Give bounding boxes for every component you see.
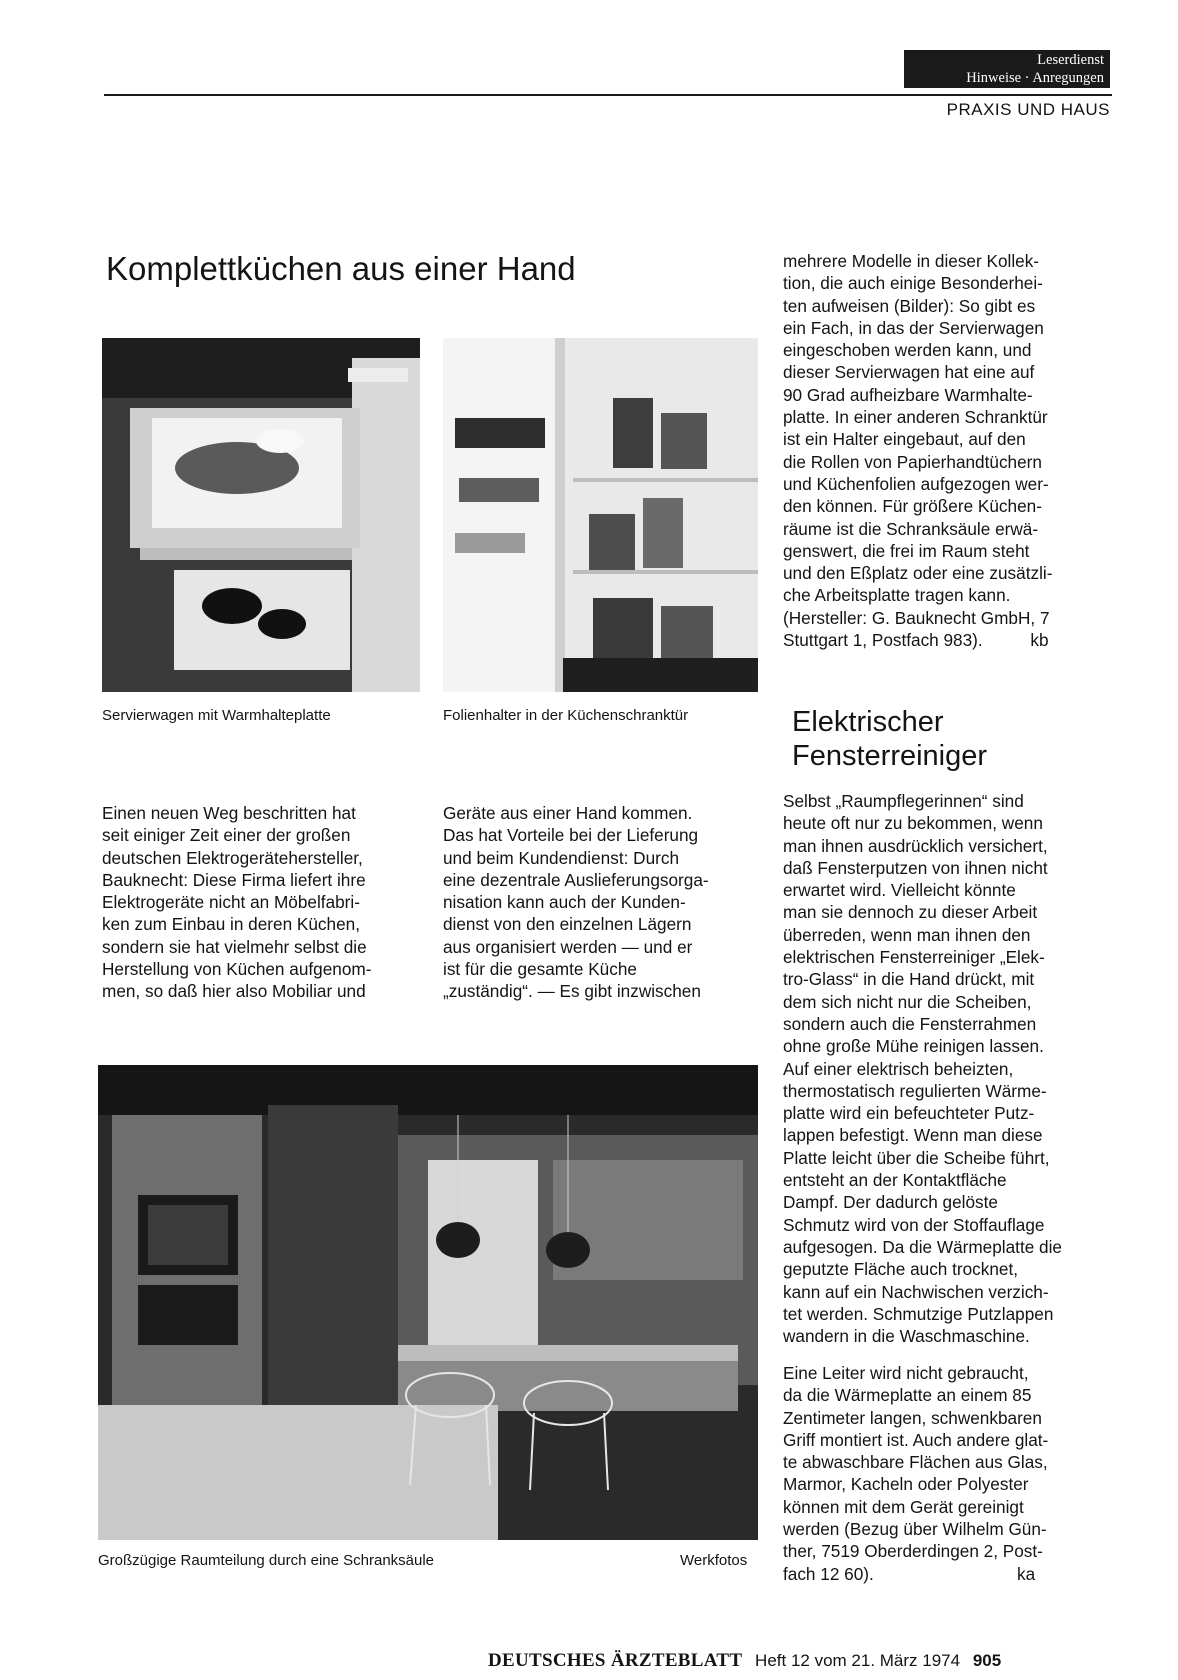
text-line: können mit dem Gerät gereinigt (783, 1496, 1024, 1517)
article1-column1 (102, 802, 418, 1003)
text-line: nisation kann auch der Kunden- (443, 892, 686, 913)
text-line: daß Fensterputzen von ihnen nicht (783, 857, 1048, 878)
text-line: fach 12 60). ka (783, 1563, 1036, 1584)
badge-line-1: Leserdienst (1037, 52, 1104, 68)
text-line: Einen neuen Weg beschritten hat (102, 803, 356, 823)
text-line: Schmutz wird von der Stoffauflage (783, 1214, 1045, 1235)
text-line: genswert, die frei im Raum steht (783, 540, 1030, 561)
text-line: heute oft nur zu bekommen, wenn (783, 813, 1043, 834)
text-line: ten aufweisen (Bilder): So gibt es (783, 295, 1036, 316)
text-line: eingeschoben werden kann, und (783, 340, 1032, 361)
page-footer (488, 1650, 1001, 1672)
text-line: werden (Bezug über Wilhelm Gün- (783, 1519, 1047, 1540)
photo-foil-holder (443, 338, 758, 692)
text-line: Geräte aus einer Hand kommen. (443, 803, 693, 823)
text-line: „zuständig“. — Es gibt inzwischen (443, 981, 701, 1002)
section-title: PRAXIS UND HAUS (946, 100, 1110, 119)
text-line: tion, die auch einige Besonderhei- (783, 273, 1043, 294)
text-line: geputzte Fläche auch trocknet, (783, 1259, 1019, 1280)
text-line: te abwaschbare Flächen aus Glas, (783, 1452, 1048, 1473)
text-line: elektrischen Fensterreiniger „Elek- (783, 947, 1045, 968)
text-line: tro-Glass“ in die Hand drückt, mit (783, 969, 1035, 990)
photo2-caption: Folienhalter in der Küchenschranktür (443, 707, 689, 724)
text-line: und Küchenfolien aufgezogen wer- (783, 473, 1049, 494)
text-line: dienst von den einzelnen Lägern (443, 914, 692, 935)
text-line: thermostatisch regulierten Wärme- (783, 1080, 1047, 1101)
text-line: mehrere Modelle in dieser Kollek- (783, 251, 1040, 271)
text-line: Elektrogeräte nicht an Möbelfabri- (102, 892, 360, 913)
photo3-credit: Werkfotos (680, 1552, 748, 1569)
text-line: tet werden. Schmutzige Putzlappen (783, 1303, 1054, 1324)
text-line: Platte leicht über die Scheibe führt, (783, 1147, 1050, 1168)
text-line: man sie dennoch zu dieser Arbeit (783, 902, 1038, 923)
leserdienst-badge (904, 50, 1110, 88)
text-line: Herstellung von Küchen aufgenom- (102, 959, 372, 980)
text-line: Bauknecht: Diese Firma liefert ihre (102, 869, 366, 890)
text-line: aus organisiert werden — und er (443, 936, 693, 957)
article2-paragraph2 (783, 1362, 1103, 1585)
photo-kitchen-column (98, 1065, 758, 1540)
text-line: ein Fach, in das der Servierwagen (783, 317, 1044, 338)
article2-title-line2: Fensterreiniger (792, 740, 988, 772)
text-line: Stuttgart 1, Postfach 983). kb (783, 630, 1049, 651)
text-line: erwartet wird. Vielleicht könnte (783, 880, 1016, 901)
text-line: entsteht an der Kontaktfläche (783, 1170, 1007, 1191)
text-line: kann auf ein Nachwischen verzich- (783, 1281, 1049, 1302)
text-line: sondern auch die Fensterrahmen (783, 1013, 1037, 1034)
text-line: sondern sie hat vielmehr selbst die (102, 936, 367, 957)
article2-title-line1: Elektrischer (792, 706, 944, 738)
text-line: Marmor, Kacheln oder Polyester (783, 1474, 1029, 1495)
text-line: men, so daß hier also Mobiliar und (102, 981, 366, 1002)
text-line: seit einiger Zeit einer der großen (102, 825, 351, 846)
text-line: deutschen Elektrogerätehersteller, (102, 847, 363, 868)
text-line: platte. In einer anderen Schranktür (783, 407, 1048, 428)
text-line: Eine Leiter wird nicht gebraucht, (783, 1363, 1029, 1383)
text-line: da die Wärmeplatte an einem 85 (783, 1385, 1032, 1406)
text-line: Das hat Vorteile bei der Lieferung (443, 825, 699, 846)
article-title: Komplettküchen aus einer Hand (106, 250, 576, 287)
page-number: 905 (972, 1651, 1002, 1670)
text-line: ist ein Halter eingebaut, auf den (783, 429, 1026, 450)
text-line: die Rollen von Papierhandtüchern (783, 451, 1042, 472)
photo1-caption: Servierwagen mit Warmhalteplatte (102, 707, 331, 724)
article2-paragraph1 (783, 790, 1103, 1347)
article1-column2 (443, 802, 759, 1003)
text-line: ist für die gesamte Küche (443, 959, 637, 980)
header-rule (104, 94, 1112, 96)
text-line: 90 Grad aufheizbare Warmhalte- (783, 384, 1033, 405)
text-line: Auf einer elektrisch beheizten, (783, 1058, 1014, 1079)
text-line: eine dezentrale Auslieferungsorga- (443, 869, 709, 890)
text-line: man ihnen ausdrücklich versichert, (783, 835, 1048, 856)
badge-line-2: Hinweise · Anregungen (966, 70, 1104, 86)
text-line: Dampf. Der dadurch gelöste (783, 1192, 998, 1213)
text-line: Griff montiert ist. Auch andere glat- (783, 1429, 1049, 1450)
text-line: (Hersteller: G. Bauknecht GmbH, 7 (783, 607, 1050, 628)
article1-column3 (783, 250, 1103, 651)
text-line: dieser Servierwagen hat eine auf (783, 362, 1035, 383)
text-line: und den Eßplatz oder eine zusätzli- (783, 563, 1053, 584)
text-line: den können. Für größere Küchen- (783, 496, 1042, 517)
text-line: dem sich nicht nur die Scheiben, (783, 991, 1032, 1012)
text-line: ken zum Einbau in deren Küchen, (102, 914, 360, 935)
text-line: lappen befestigt. Wenn man diese (783, 1125, 1043, 1146)
issue-info: Heft 12 vom 21. März 1974 (755, 1651, 961, 1670)
masthead: DEUTSCHES ÄRZTEBLATT (488, 1650, 743, 1671)
text-line: ther, 7519 Oberderdingen 2, Post- (783, 1541, 1043, 1562)
text-line: platte wird ein befeuchteter Putz- (783, 1103, 1035, 1124)
text-line: Selbst „Raumpflegerinnen“ sind (783, 791, 1024, 811)
article2-title (792, 705, 987, 773)
text-line: aufgesogen. Da die Wärmeplatte die (783, 1236, 1062, 1257)
photo3-caption: Großzügige Raumteilung durch eine Schranksäule (98, 1552, 435, 1569)
photo-serving-trolley (102, 338, 420, 692)
text-line: und beim Kundendienst: Durch (443, 847, 680, 868)
text-line: wandern in die Waschmaschine. (783, 1326, 1030, 1347)
text-line: ohne große Mühe reinigen lassen. (783, 1036, 1044, 1057)
text-line: räume ist die Schranksäule erwä- (783, 518, 1039, 539)
text-line: che Arbeitsplatte tragen kann. (783, 585, 1011, 606)
text-line: überreden, wenn man ihnen den (783, 924, 1031, 945)
text-line: Zentimeter langen, schwenkbaren (783, 1407, 1042, 1428)
